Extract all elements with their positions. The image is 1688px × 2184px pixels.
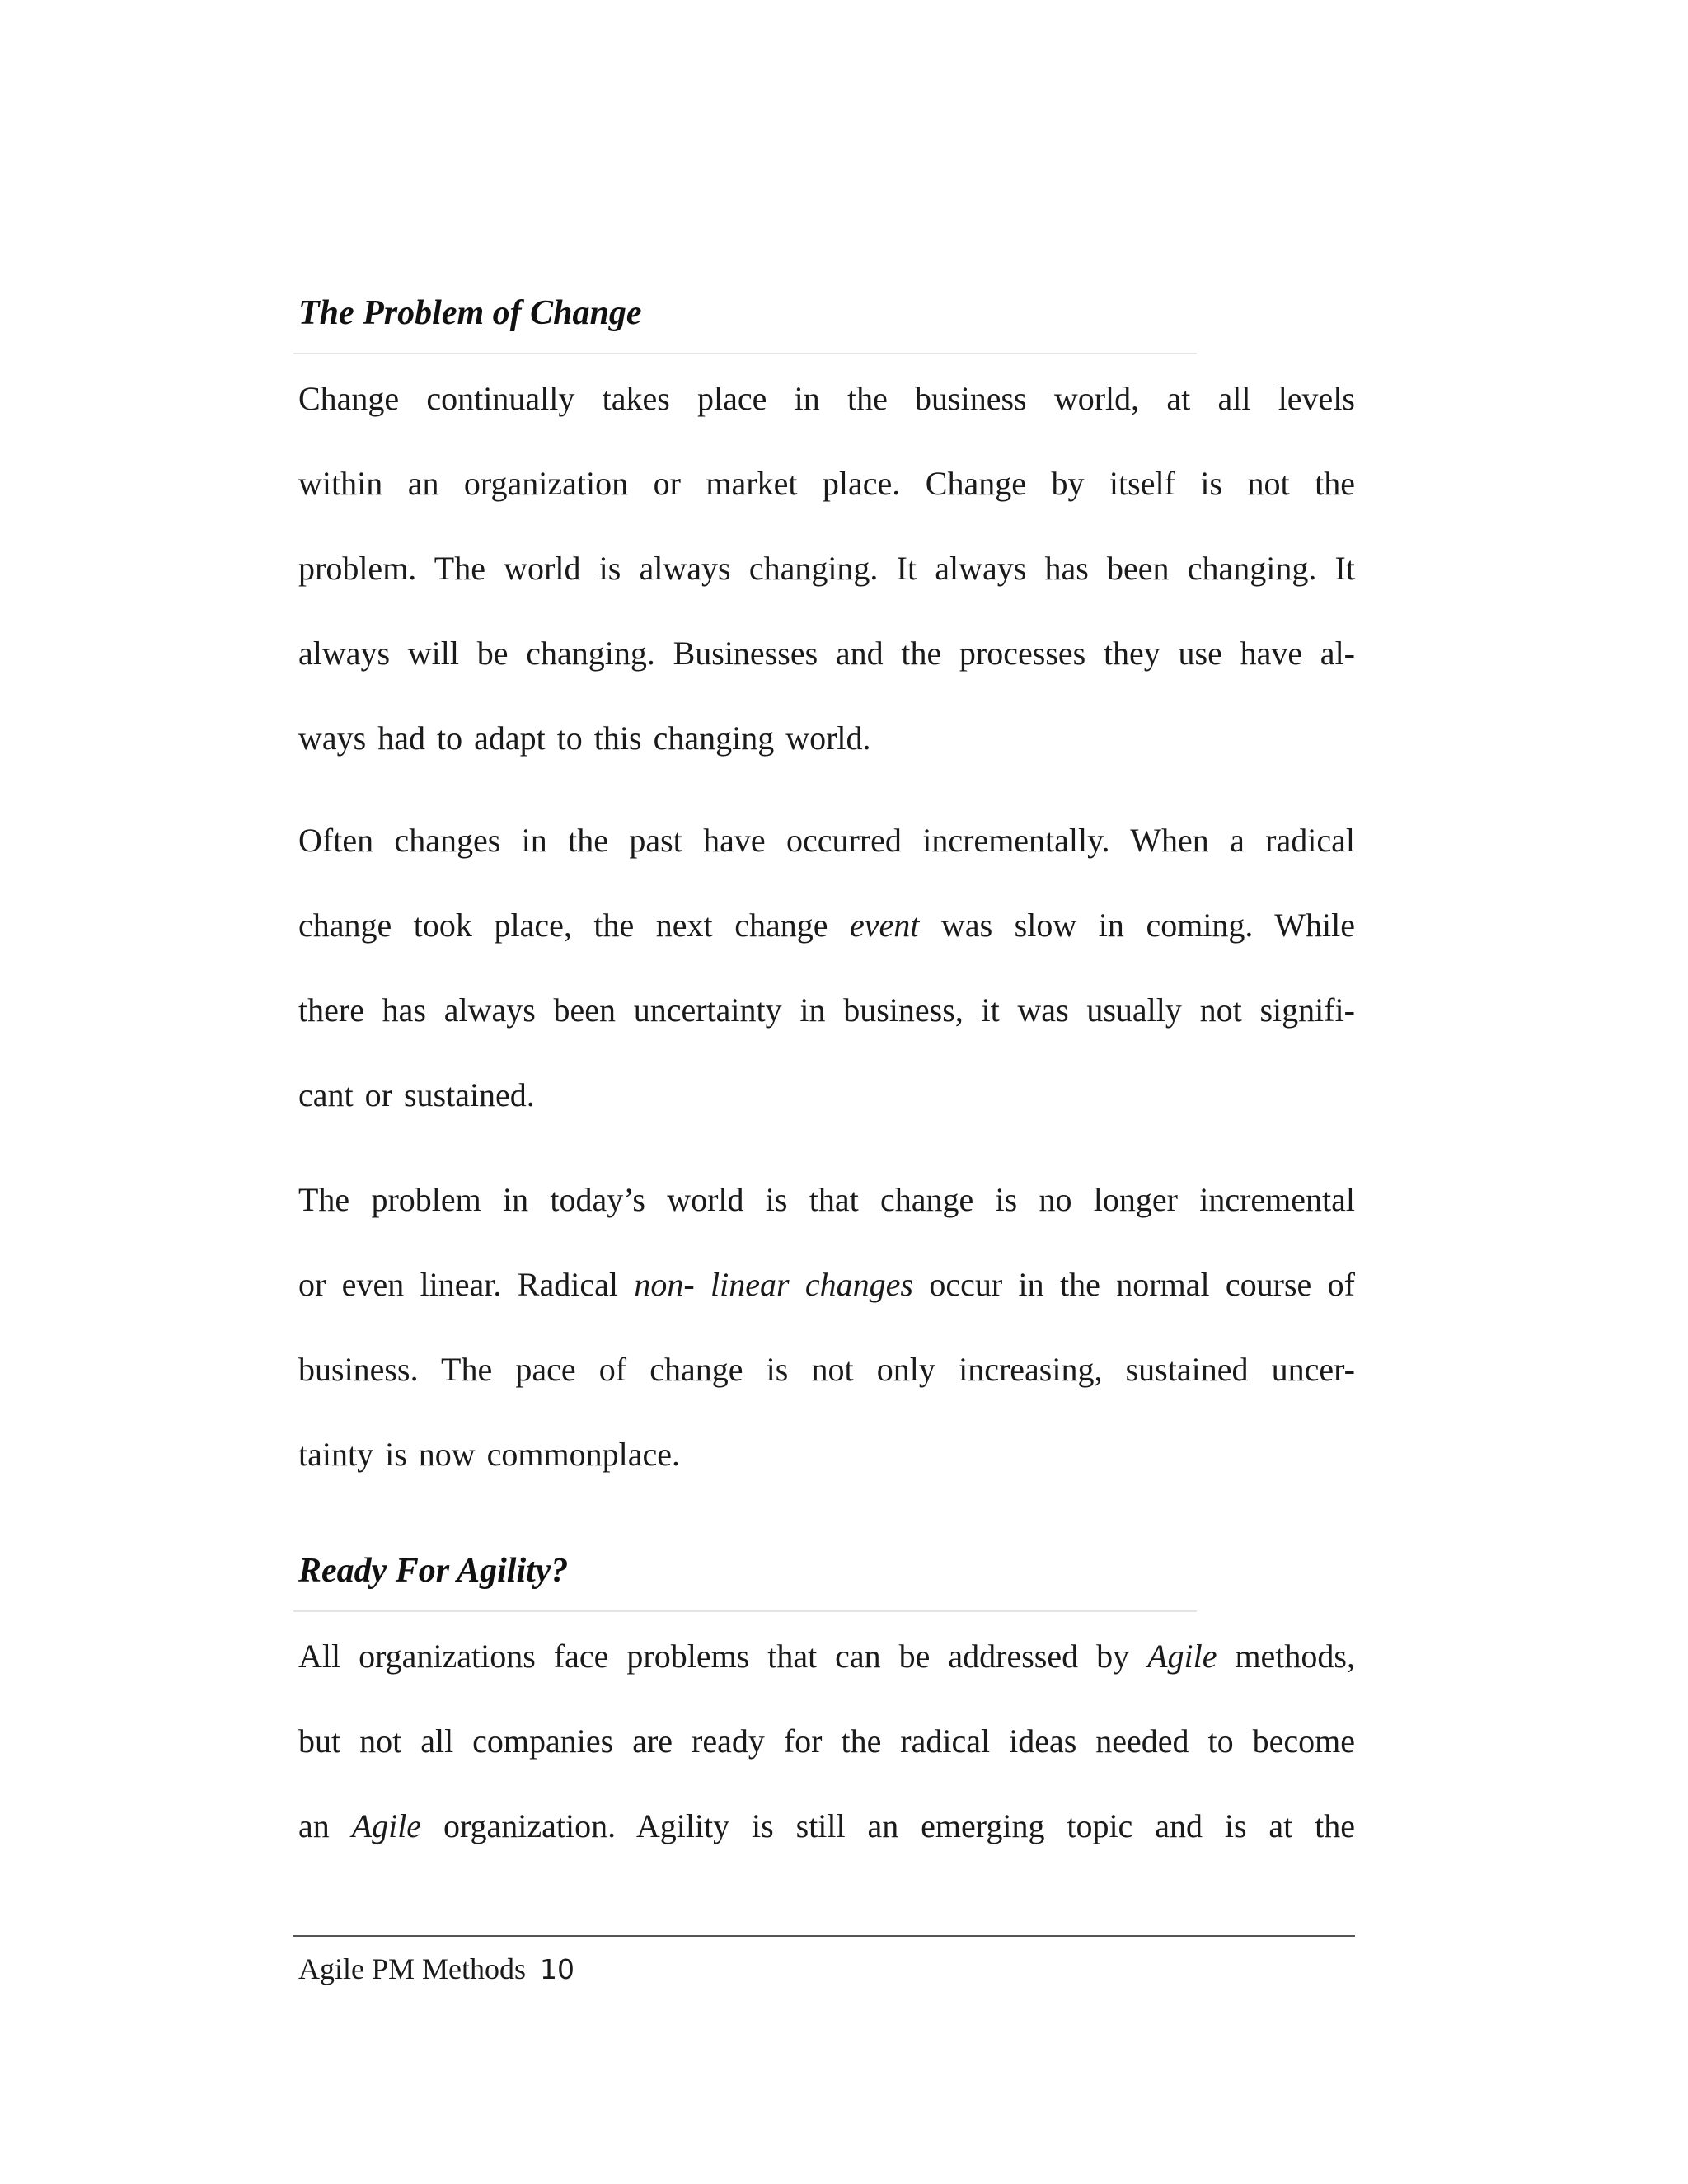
footer-divider [293,1935,1355,1937]
paragraph [298,1614,1355,1868]
text-line: there has always been uncertainty in business, it was usually not signifi- [298,991,1355,1029]
emphasis: non- linear changes [634,1266,913,1303]
text-line: Often changes in the past have occurred incrementally. When a radical [298,822,1355,859]
text-line: an Agile organization. Agility is still an emerging topic and is at the [298,1807,1355,1844]
text-line: business. The pace of change is not only increasing, sustained uncer- [298,1351,1355,1388]
text-line: tainty is now commonplace. [298,1436,681,1473]
text-line: always will be changing. Businesses and the processes they use have al- [298,635,1355,672]
text-line: within an organization or market place. Change by itself is not the [298,465,1355,502]
text-line: or even linear. Radical non- linear changes occur in the normal course of [298,1266,1355,1303]
text-line: change took place, the next change event was slow in coming. While [298,907,1355,944]
emphasis: Agile [351,1807,422,1844]
text-line: cant or sustained. [298,1076,535,1113]
heading-divider [293,353,1197,354]
paragraph [298,1157,1355,1497]
paragraph [298,798,1355,1137]
heading-divider [293,1610,1197,1612]
emphasis: event [850,907,920,944]
text-line: The problem in today’s world is that change is no longer incremental [298,1181,1355,1218]
emphasis: Agile [1147,1638,1217,1675]
footer-title: Agile PM Methods [298,1952,527,1985]
text-line: problem. The world is always changing. It always has been changing. It [298,550,1355,587]
section-heading: Ready For Agility? [298,1552,569,1590]
text-line: ways had to adapt to this changing world. [298,719,871,757]
text-line: but not all companies are ready for the radical ideas needed to become [298,1722,1355,1760]
page-number: 10 [540,1953,575,1985]
text-line: All organizations face problems that can be addressed by Agile methods, [298,1638,1355,1675]
paragraph [298,356,1355,780]
text-line: Change continually takes place in the business world, at all levels [298,380,1355,417]
page-footer [298,1950,574,1989]
section-heading: The Problem of Change [298,294,642,332]
